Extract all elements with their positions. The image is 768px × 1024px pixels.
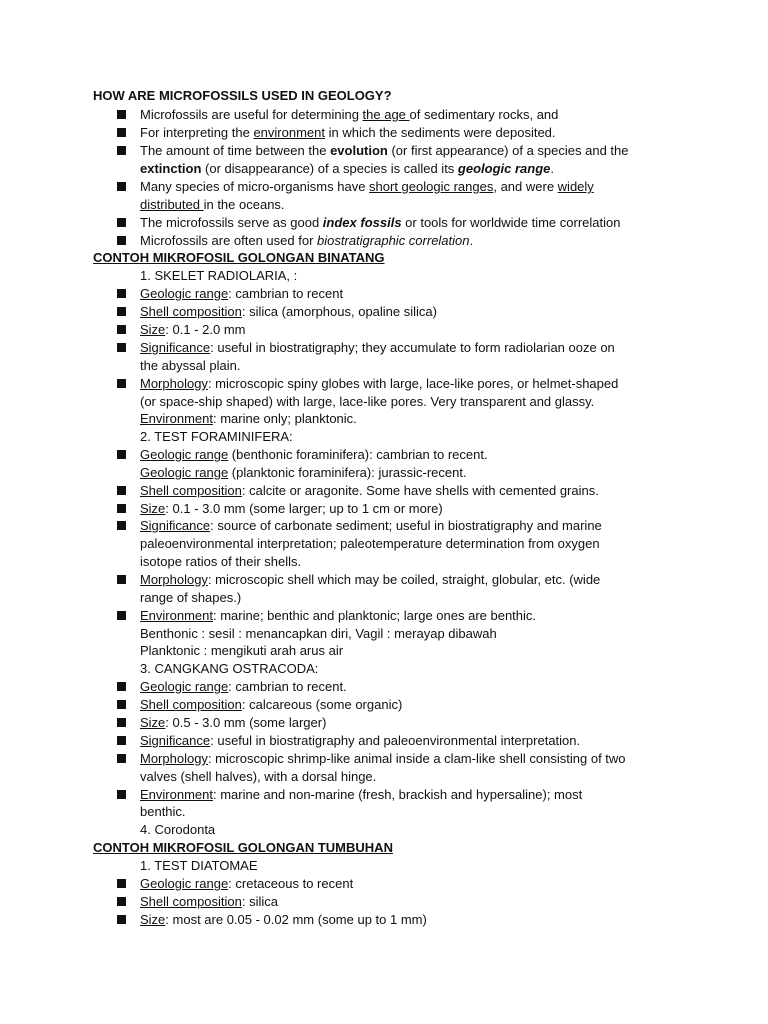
intro-line-8: Microfossils are often used for biostratigraphic correlation. (140, 233, 474, 248)
bullet-icon (117, 736, 126, 745)
bullet-icon (117, 611, 126, 620)
bullet-icon (117, 379, 126, 388)
bullet-icon (117, 182, 126, 191)
radiolaria-significance: Significance: useful in biostratigraphy; they accumulate to form radiolarian ooze on (140, 340, 615, 355)
bullet-icon (117, 521, 126, 530)
bullet-icon (117, 682, 126, 691)
diatomae-range: Geologic range: cretaceous to recent (140, 876, 354, 891)
foraminifera-significance-cont2: isotope ratios of their shells. (140, 554, 302, 569)
bullet-icon (117, 343, 126, 352)
section-heading-tumbuhan: CONTOH MIKROFOSIL GOLONGAN TUMBUHAN (93, 840, 393, 855)
bullet-icon (117, 790, 126, 799)
bullet-icon (117, 236, 126, 245)
bullet-icon (117, 218, 126, 227)
radiolaria-size: Size: 0.1 - 2.0 mm (140, 322, 246, 337)
page-title: HOW ARE MICROFOSSILS USED IN GEOLOGY? (93, 88, 392, 103)
intro-line-3: The amount of time between the evolution (or first appearance) of a species and the (140, 143, 629, 158)
intro-line-4: extinction (or disappearance) of a species is called its geologic range. (140, 161, 555, 176)
diatomae-shell: Shell composition: silica (140, 894, 279, 909)
ostracoda-range: Geologic range: cambrian to recent. (140, 679, 347, 694)
radiolaria-environment: Environment: marine only; planktonic. (140, 411, 357, 426)
foraminifera-note-benthonic: Benthonic : sesil : menancapkan diri, Vagil : merayap dibawah (140, 626, 497, 641)
bullet-icon (117, 325, 126, 334)
intro-line-6: distributed in the oceans. (140, 197, 285, 212)
foraminifera-environment: Environment: marine; benthic and planktonic; large ones are benthic. (140, 608, 537, 623)
ostracoda-significance: Significance: useful in biostratigraphy and paleoenvironmental interpretation. (140, 733, 581, 748)
bullet-icon (117, 307, 126, 316)
foraminifera-significance: Significance: source of carbonate sediment; useful in biostratigraphy and marine (140, 518, 602, 533)
intro-line-1: Microfossils are useful for determining the age of sedimentary rocks, and (140, 107, 559, 122)
foraminifera-morphology: Morphology: microscopic shell which may be coiled, straight, globular, etc. (wide (140, 572, 601, 587)
bullet-icon (117, 289, 126, 298)
foraminifera-shell: Shell composition: calcite or aragonite. Some have shells with cemented grains. (140, 483, 599, 498)
bullet-icon (117, 754, 126, 763)
ostracoda-environment: Environment: marine and non-marine (fresh, brackish and hypersaline); most (140, 787, 583, 802)
ostracoda-size: Size: 0.5 - 3.0 mm (some larger) (140, 715, 327, 730)
ostracoda-title: 3. CANGKANG OSTRACODA: (140, 661, 319, 676)
radiolaria-shell: Shell composition: silica (amorphous, opaline silica) (140, 304, 437, 319)
ostracoda-morphology: Morphology: microscopic shrimp-like animal inside a clam-like shell consisting of two (140, 751, 626, 766)
foraminifera-title: 2. TEST FORAMINIFERA: (140, 429, 293, 444)
foraminifera-size: Size: 0.1 - 3.0 mm (some larger; up to 1 cm or more) (140, 501, 443, 516)
bullet-icon (117, 450, 126, 459)
foraminifera-note-planktonic: Planktonic : mengikuti arah arus air (140, 643, 344, 658)
corodonta-title: 4. Corodonta (140, 822, 216, 837)
diatomae-size: Size: most are 0.05 - 0.02 mm (some up to 1 mm) (140, 912, 427, 927)
bullet-icon (117, 504, 126, 513)
radiolaria-morphology-cont: (or space-ship shaped) with large, lace-like pores. Very transparent and glassy. (140, 394, 595, 409)
bullet-icon (117, 110, 126, 119)
bullet-icon (117, 575, 126, 584)
foraminifera-range-benthonic: Geologic range (benthonic foraminifera): cambrian to recent. (140, 447, 488, 462)
radiolaria-morphology: Morphology: microscopic spiny globes with large, lace-like pores, or helmet-shaped (140, 376, 619, 391)
intro-line-2: For interpreting the environment in which the sediments were deposited. (140, 125, 556, 140)
foraminifera-significance-cont: paleoenvironmental interpretation; paleotemperature determination from oxygen (140, 536, 600, 551)
bullet-icon (117, 718, 126, 727)
section-heading-binatang: CONTOH MIKROFOSIL GOLONGAN BINATANG (93, 250, 385, 265)
bullet-icon (117, 897, 126, 906)
ostracoda-shell: Shell composition: calcareous (some organic) (140, 697, 403, 712)
intro-line-7: The microfossils serve as good index fossils or tools for worldwide time correlation (140, 215, 621, 230)
intro-line-5: Many species of micro-organisms have short geologic ranges, and were widely (140, 179, 594, 194)
radiolaria-significance-cont: the abyssal plain. (140, 358, 241, 373)
radiolaria-range: Geologic range: cambrian to recent (140, 286, 344, 301)
diatomae-title: 1. TEST DIATOMAE (140, 858, 258, 873)
bullet-icon (117, 128, 126, 137)
bullet-icon (117, 915, 126, 924)
radiolaria-title: 1. SKELET RADIOLARIA, : (140, 268, 298, 283)
ostracoda-environment-cont: benthic. (140, 804, 186, 819)
bullet-icon (117, 146, 126, 155)
foraminifera-range-planktonic: Geologic range (planktonic foraminifera): jurassic-recent. (140, 465, 467, 480)
foraminifera-morphology-cont: range of shapes.) (140, 590, 242, 605)
ostracoda-morphology-cont: valves (shell halves), with a dorsal hinge. (140, 769, 377, 784)
bullet-icon (117, 879, 126, 888)
bullet-icon (117, 700, 126, 709)
bullet-icon (117, 486, 126, 495)
